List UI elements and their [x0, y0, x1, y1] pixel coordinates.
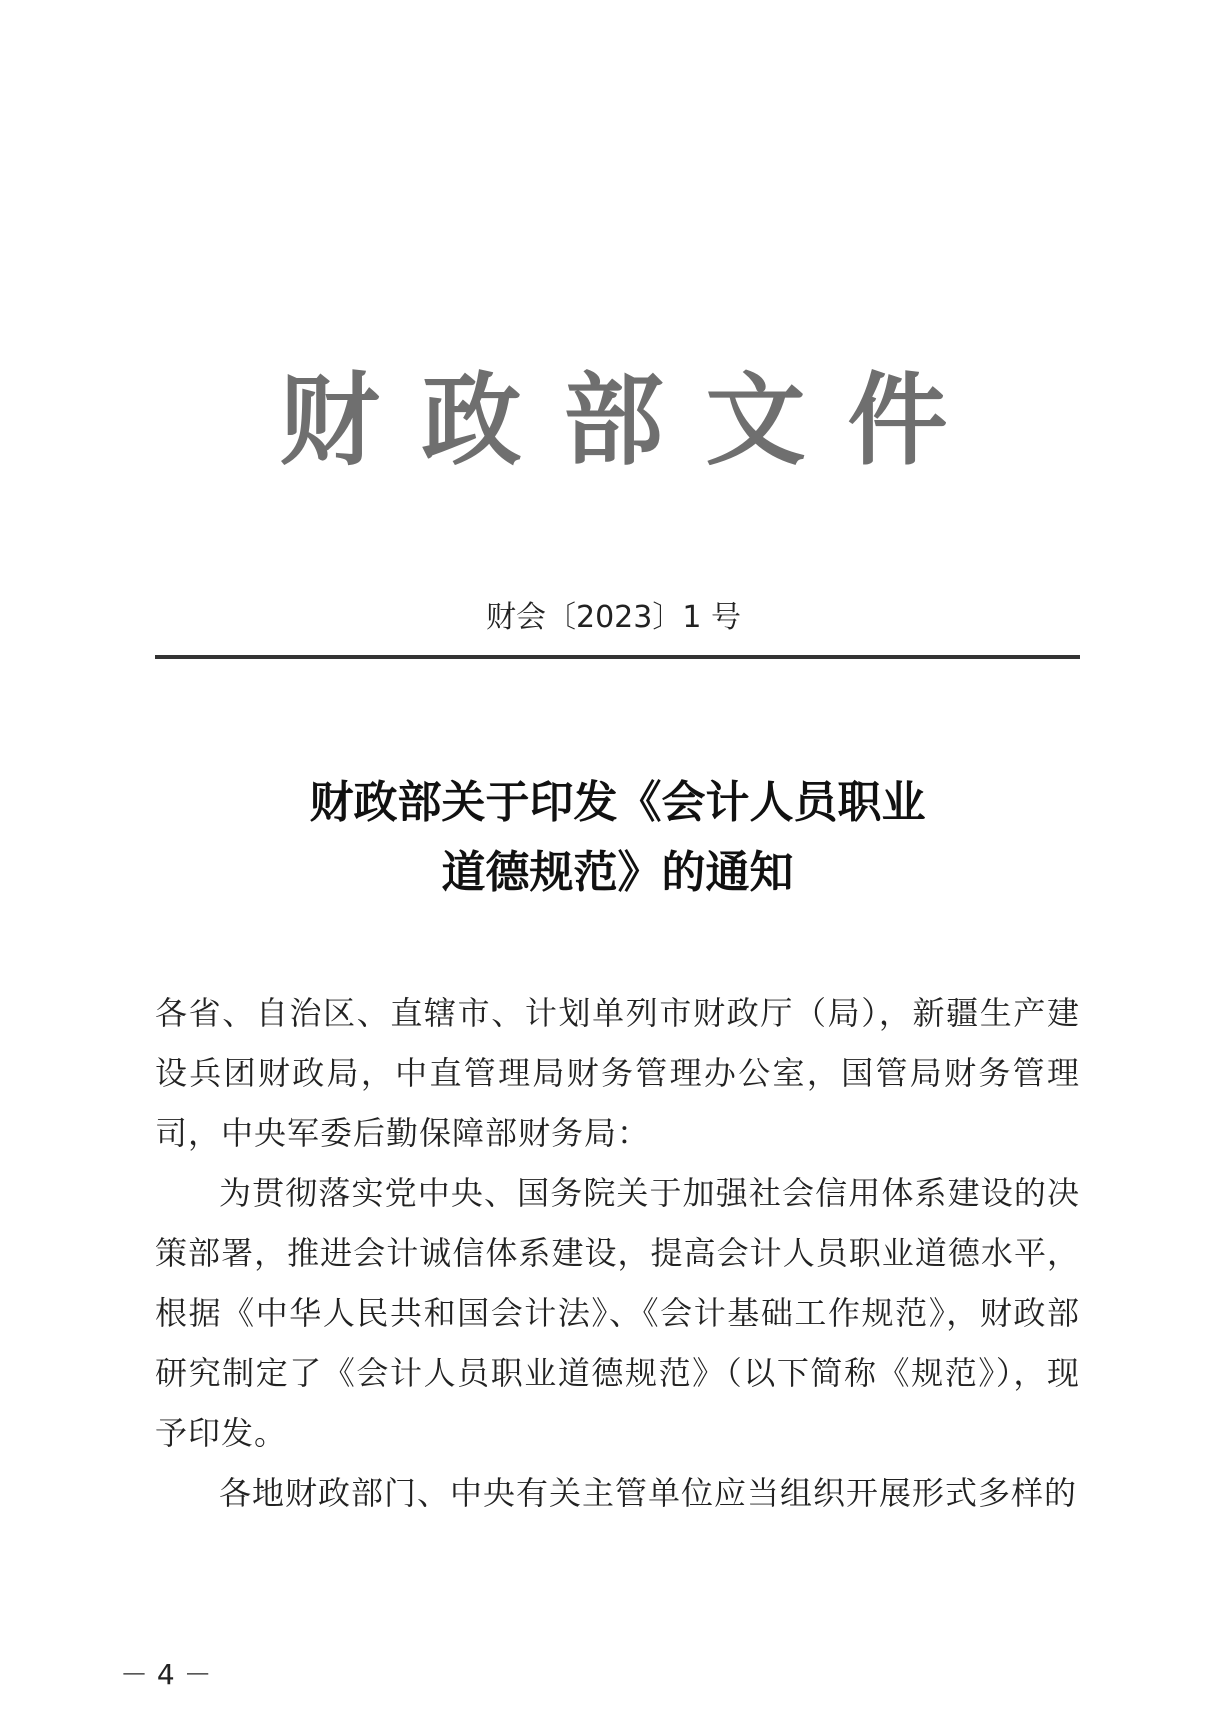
body-paragraph-1: 为贯彻落实党中央、国务院关于加强社会信用体系建设的决策部署，推进会计诚信体系建设，提高会计人员职业道德水平，根据《中华人民共和国会计法》、《会计基础工作规范》，财政部研究制定了《会计人员职业道德规范》（以下简称《规范》），现予印发。: [155, 1174, 1080, 1452]
document-body: [155, 983, 1080, 1523]
header-divider-line: [155, 655, 1080, 659]
notice-title: [155, 768, 1080, 908]
notice-title-line-1: 财政部关于印发《会计人员职业: [309, 777, 926, 828]
document-number: 财会〔2023〕1 号: [486, 600, 741, 635]
body-paragraph-2: 各地财政部门、中央有关主管单位应当组织开展形式多样的: [219, 1474, 1078, 1512]
notice-title-line-2: 道德规范》的通知: [441, 847, 794, 898]
addressee-paragraph: 各省、自治区、直辖市、计划单列市财政厅（局），新疆生产建设兵团财政局，中直管理局财务管理办公室，国管局财务管理司，中央军委后勤保障部财务局：: [155, 994, 1080, 1152]
page-number: － 4 －: [120, 1658, 212, 1691]
document-header-title: 财政部文件: [279, 361, 990, 479]
